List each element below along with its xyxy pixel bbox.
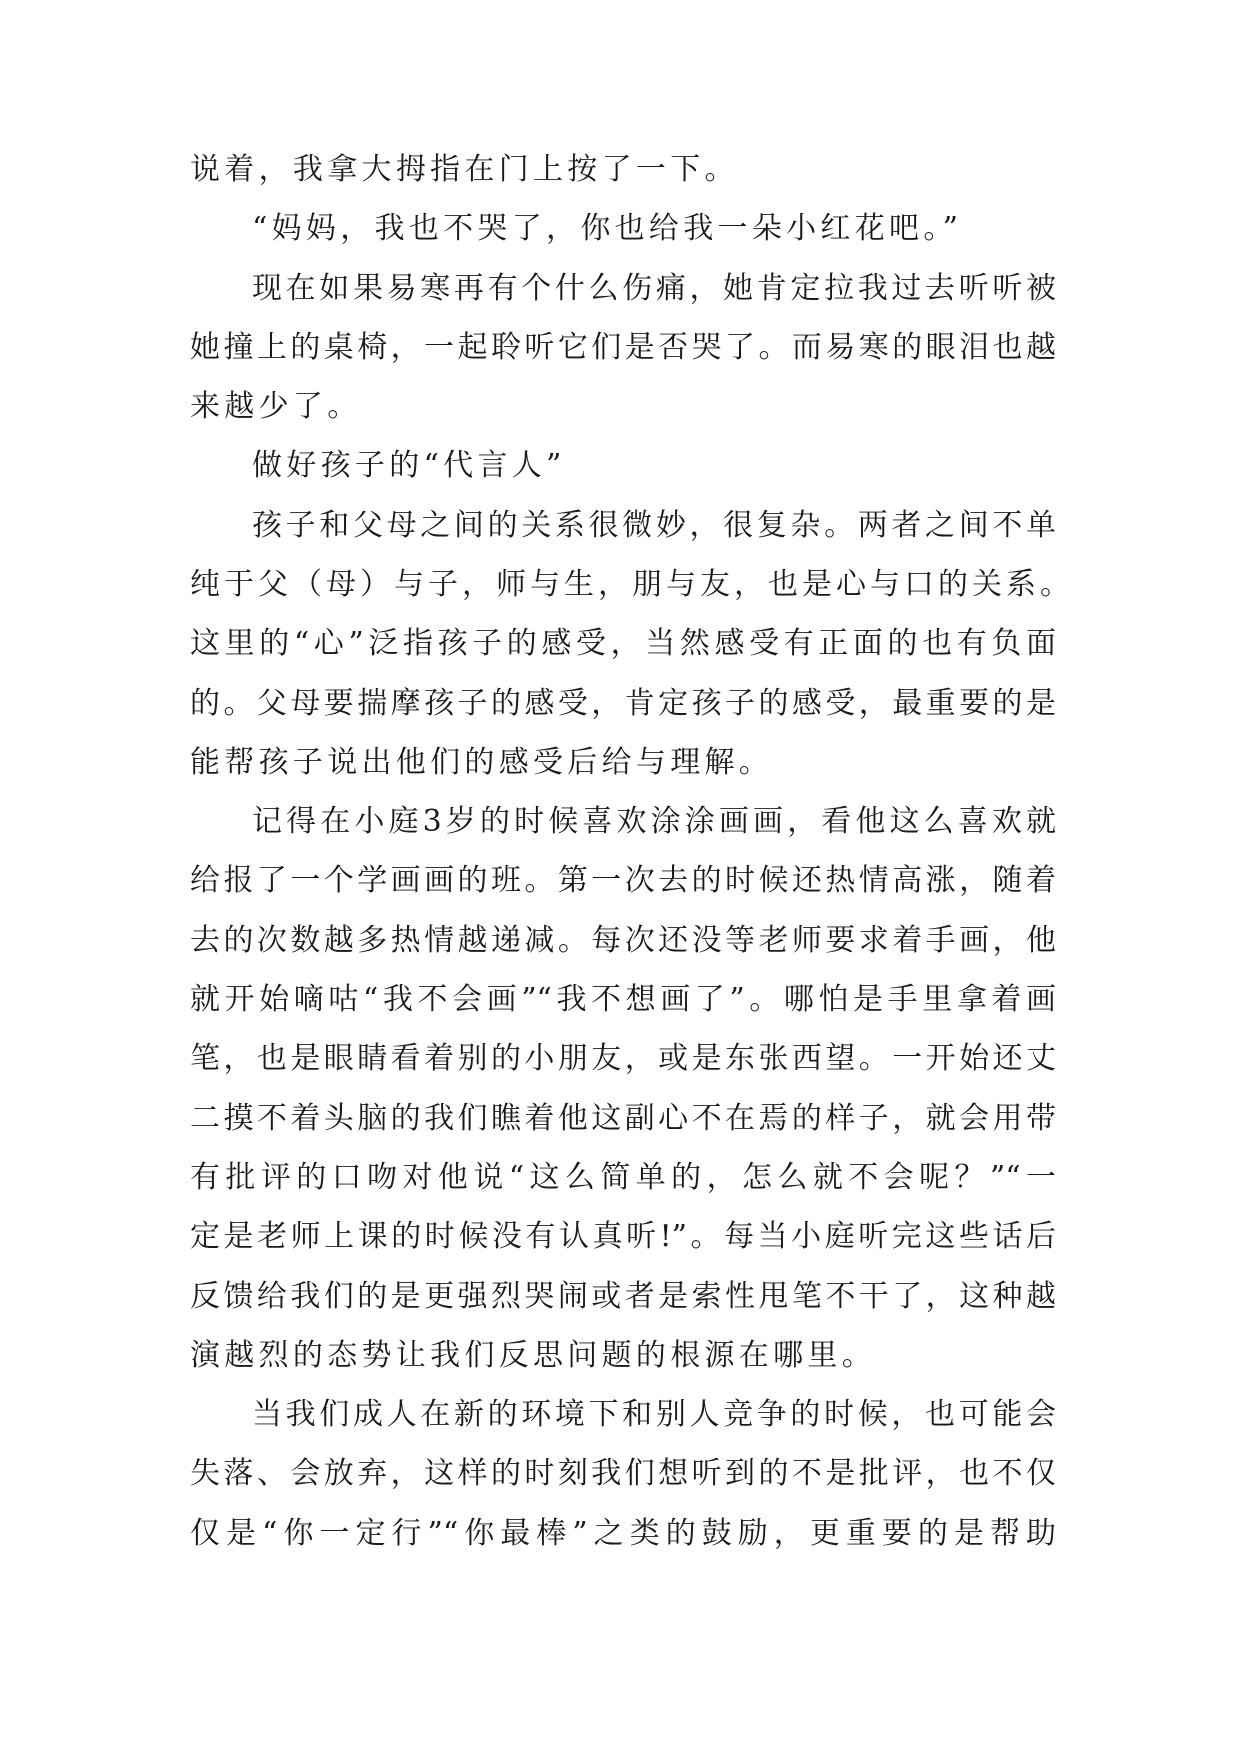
text-line: 去的次数越多热情越递减。每次还没等老师要求着手画，他 [190,923,1056,958]
text-line: 定是老师上课的时候没有认真听!”。每当小庭听完这些话后 [190,1219,1056,1254]
text-line: 她撞上的桌椅，一起聆听它们是否哭了。而易寒的眼泪也越 [190,330,1056,365]
text-line: 有批评的口吻对他说“这么简单的，怎么就不会呢？”“一 [190,1160,1056,1195]
text-line: 二摸不着头脑的我们瞧着他这副心不在焉的样子，就会用带 [190,1101,1056,1136]
text-line: 笔，也是眼睛看着别的小朋友，或是东张西望。一开始还丈 [190,1041,1056,1076]
text-line: 就开始嘀咕“我不会画”“我不想画了”。哪怕是手里拿着画 [190,982,1056,1017]
text-line: 的。父母要揣摩孩子的感受，肯定孩子的感受，最重要的是 [190,686,1056,721]
text-line: 当我们成人在新的环境下和别人竞争的时候，也可能会 [252,1397,1056,1432]
text-line: 能帮孩子说出他们的感受后给与理解。 [190,745,774,780]
text-line: 现在如果易寒再有个什么伤痛，她肯定拉我过去听听被 [252,271,1056,306]
text-line: 演越烈的态势让我们反思问题的根源在哪里。 [190,1338,876,1373]
text-line: “妈妈，我也不哭了，你也给我一朵小红花吧。” [252,211,963,246]
text-line: 这里的“心”泛指孩子的感受，当然感受有正面的也有负面 [190,626,1056,661]
text-line: 纯于父（母）与子，师与生，朋与友，也是心与口的关系。 [190,567,1070,602]
section-heading: 做好孩子的“代言人” [252,448,566,483]
text-line: 孩子和父母之间的关系很微妙，很复杂。两者之间不单 [252,508,1056,543]
text-line: 说着，我拿大拇指在门上按了一下。 [190,152,739,187]
text-line: 仅是“你一定行”“你最棒”之类的鼓励，更重要的是帮助 [190,1516,1056,1551]
text-line: 给报了一个学画画的班。第一次去的时候还热情高涨，随着 [190,863,1056,898]
text-line: 失落、会放弃，这样的时刻我们想听到的不是批评，也不仅 [190,1456,1056,1491]
text-line: 记得在小庭3岁的时候喜欢涂涂画画，看他这么喜欢就 [252,804,1056,839]
text-line: 来越少了。 [190,389,362,424]
text-line: 反馈给我们的是更强烈哭闹或者是索性甩笔不干了，这种越 [190,1279,1056,1314]
